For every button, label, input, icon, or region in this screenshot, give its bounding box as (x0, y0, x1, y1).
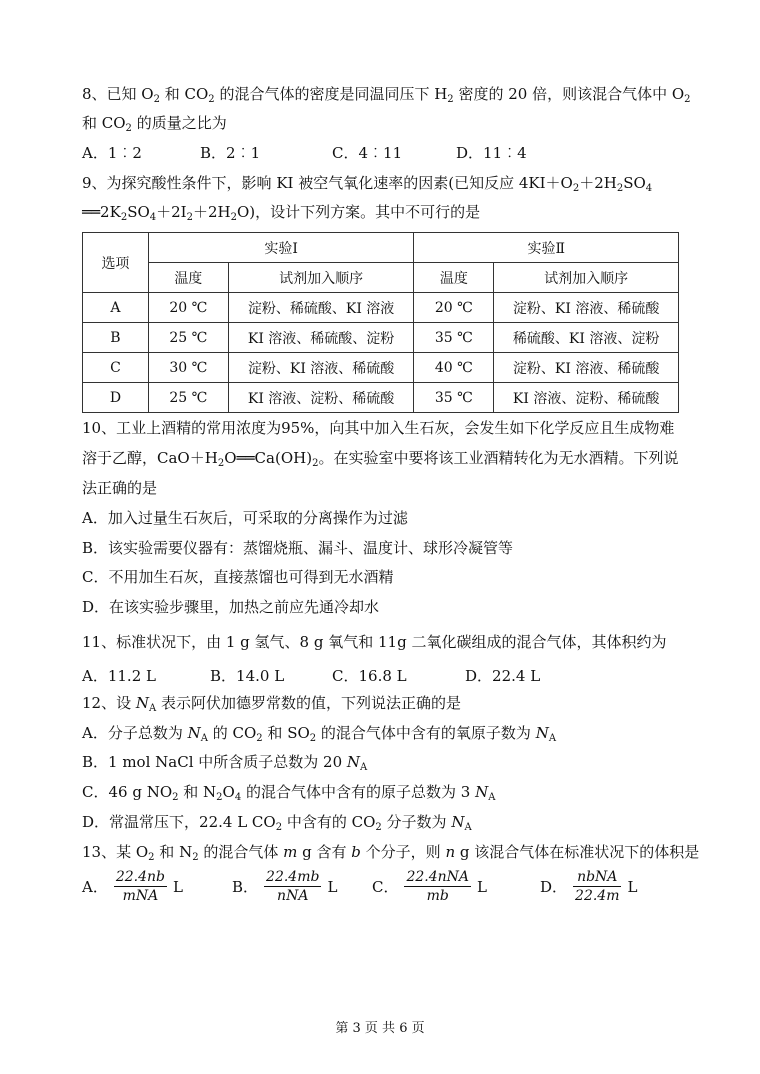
cell-temp-1: 25 ℃ (148, 383, 228, 413)
q8-stem-line2: 和 $CO_2$ 的质量之比为 (82, 114, 227, 134)
cell-temp-2: 35 ℃ (414, 383, 494, 413)
page-footer: 第 3 页 共 6 页 (335, 1021, 425, 1036)
q11-stem: 11、标准状况下，由 1 g 氢气、8 g 氧气和 11g 二氧化碳组成的混合气体，其体积约为 (82, 633, 667, 651)
cell-temp-2: 35 ℃ (414, 323, 494, 353)
q12-option-d: D．常温常压下，22.4 L $CO_2$ 中含有的 $CO_2$ 分子数为 $N_A$ (82, 813, 472, 833)
q13-option-b: B． $\frac{22.4mb}{\text{nNA}}$ L (232, 869, 338, 904)
q8-option-c: C．4︰11 (332, 144, 403, 162)
q12-option-a: A．分子总数为 $N_A$ 的 $CO_2$ 和 $SO_2$ 的混合气体中含有的氧原子数为 $N_A$ (82, 724, 557, 744)
q9-experiment-table (82, 232, 679, 413)
q13-option-d: D． $\frac{\text{nbNA}}{22.4m}$ L (540, 869, 638, 904)
cell-temp-2: 20 ℃ (414, 293, 494, 323)
q11-options (82, 666, 682, 686)
cell-order-2: 淀粉、KI 溶液、稀硫酸 (494, 353, 679, 383)
header-option: 选项 (83, 233, 149, 293)
q13-option-c: C． $\frac{\text{22.4nNA}}{mb}$ L (372, 869, 488, 904)
q8-option-b: B．2︰1 (200, 144, 261, 162)
cell-option: D (83, 383, 149, 413)
q8-option-d: D．11︰4 (456, 144, 527, 162)
cell-order-2: KI 溶液、淀粉、稀硫酸 (494, 383, 679, 413)
q11-option-c: C．16.8 L (332, 667, 407, 685)
q12-stem: 12、设 $N_A$ 表示阿伏加德罗常数的值，下列说法正确的是 (82, 694, 461, 714)
table-row (83, 293, 679, 323)
cell-order-1: KI 溶液、稀硫酸、淀粉 (228, 323, 414, 353)
cell-temp-2: 40 ℃ (414, 353, 494, 383)
q10-stem-line2: 溶于乙醇，$CaO+H_2O══Ca(OH)_2$。在实验室中要将该工业酒精转化为无水酒精。下列说 (82, 449, 679, 469)
table-header-row (83, 233, 679, 263)
q11-option-b: B．14.0 L (210, 667, 285, 685)
header-temp-2: 温度 (414, 263, 494, 293)
cell-order-1: 淀粉、稀硫酸、KI 溶液 (228, 293, 414, 323)
q11-option-d: D．22.4 L (465, 667, 541, 685)
q12-option-b: B．1 mol NaCl 中所含质子总数为 20 $N_A$ (82, 753, 368, 773)
q8-options (82, 143, 682, 163)
q10-option-b: B．该实验需要仪器有：蒸馏烧瓶、漏斗、温度计、球形冷凝管等 (82, 539, 514, 557)
q13-fraction-c: $\frac{\text{22.4nNA}}{mb}$ (406, 869, 470, 904)
cell-temp-1: 25 ℃ (148, 323, 228, 353)
q13-option-a: A． $\frac{22.4nb}{\text{mNA}}$ L (82, 869, 183, 904)
table-row (83, 383, 679, 413)
cell-order-2: 稀硫酸、KI 溶液、淀粉 (494, 323, 679, 353)
q10-option-c: C．不用加生石灰，直接蒸馏也可得到无水酒精 (82, 568, 394, 586)
q10-stem-line1: 10、工业上酒精的常用浓度为95%，向其中加入生石灰，会发生如下化学反应且生成物难 (82, 419, 675, 437)
header-experiment-1: 实验Ⅰ (148, 233, 414, 263)
cell-option: B (83, 323, 149, 353)
table-row (83, 353, 679, 383)
q11-option-a: A．11.2 L (82, 667, 156, 685)
q13-fraction-b: $\frac{22.4mb}{\text{nNA}}$ (266, 869, 320, 904)
header-experiment-2: 实验Ⅱ (414, 233, 679, 263)
q9-stem-line2: $══2K_2SO_4+2I_2+2H_2O$)，设计下列方案。其中不可行的是 (82, 203, 481, 223)
cell-option: A (83, 293, 149, 323)
q10-stem-line3: 法正确的是 (82, 479, 158, 497)
q8-stem-line1: 8、已知 $O_2$ 和 $CO_2$ 的混合气体的密度是同温同压下 $H_2$ 密度的 20 倍，则该混合气体中 $O_2$ (82, 85, 691, 105)
q13-stem: 13、某 $O_2$ 和 $N_2$ 的混合气体 m g 含有 b 个分子，则 n g 该混合气体在标准状况下的体积是 (82, 843, 700, 863)
q10-option-a: A．加入过量生石灰后，可采取的分离操作为过滤 (82, 509, 408, 527)
cell-order-1: 淀粉、KI 溶液、稀硫酸 (228, 353, 414, 383)
cell-order-2: 淀粉、KI 溶液、稀硫酸 (494, 293, 679, 323)
cell-order-1: KI 溶液、淀粉、稀硫酸 (228, 383, 414, 413)
q9-stem-line1: 9、为探究酸性条件下，影响 KI 被空气氧化速率的因素(已知反应 $4KI+O_2+2H_2SO_4$ (82, 174, 653, 194)
cell-temp-1: 30 ℃ (148, 353, 228, 383)
cell-temp-1: 20 ℃ (148, 293, 228, 323)
cell-option: C (83, 353, 149, 383)
q8-option-a: A．1︰2 (82, 144, 142, 162)
table-subheader-row (83, 263, 679, 293)
q12-option-c: C．46 g $NO_2$ 和 $N_2O_4$ 的混合气体中含有的原子总数为 3 $N_A$ (82, 783, 496, 803)
header-temp-1: 温度 (148, 263, 228, 293)
table-row (83, 323, 679, 353)
q10-option-d: D．在该实验步骤里，加热之前应先通冷却水 (82, 598, 380, 616)
header-order-1: 试剂加入顺序 (228, 263, 414, 293)
q13-fraction-d: $\frac{\text{nbNA}}{22.4m}$ (575, 869, 620, 904)
q13-fraction-a: $\frac{22.4nb}{\text{mNA}}$ (115, 869, 165, 904)
header-order-2: 试剂加入顺序 (494, 263, 679, 293)
